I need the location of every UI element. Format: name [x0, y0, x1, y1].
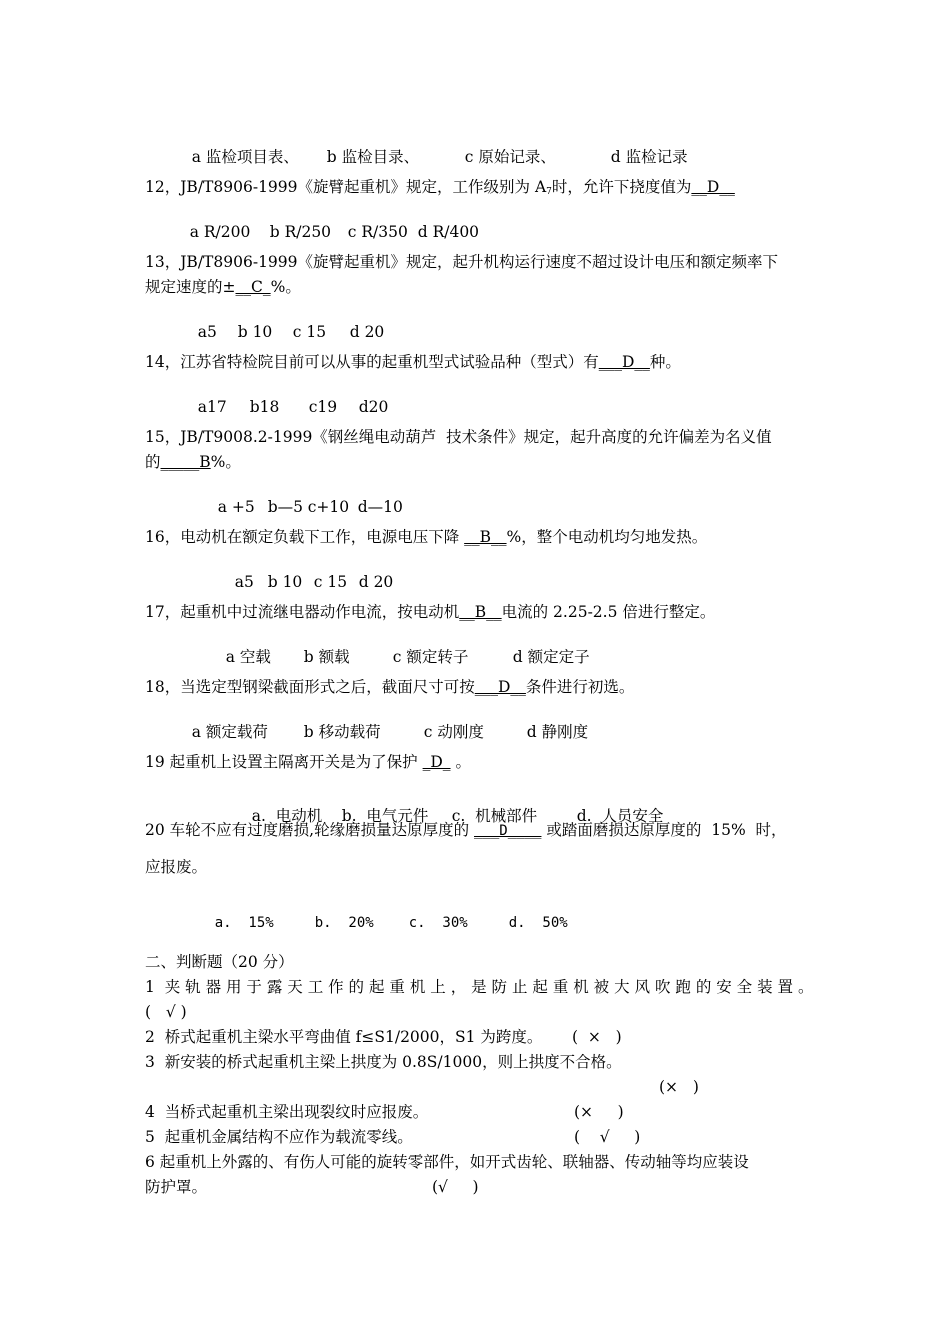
judge-3: 3 新安装的桥式起重机主梁上拱度为 0.8S/1000，则上拱度不合格。 — [145, 1053, 622, 1071]
q13-question-line1: 13，JB/T8906-1999《旋臂起重机》规定，起升机构运行速度不超过设计电压和额定频率下 — [145, 253, 779, 271]
judge-5: 5 起重机金属结构不应作为载流零线。 — [145, 1128, 413, 1146]
q17-options: a 空载 b 额载 c 额定转子 d 额定定子 — [225, 648, 590, 666]
q15-question-line2: 的_____B%。 — [145, 453, 241, 471]
q19-question: 19 起重机上设置主隔离开关是为了保护 _D_ 。 — [145, 753, 471, 771]
q18-answer: ___D__ — [474, 678, 526, 696]
q20-question-line2: 应报废。 — [145, 858, 208, 876]
q20-options: a. 15% b. 20% c. 30% d. 50% — [214, 915, 568, 931]
q19-answer: _D_ — [422, 753, 451, 771]
judge-5-mark: ( √ ) — [574, 1128, 641, 1146]
q13-question-line2: 规定速度的±__C_%。 — [145, 278, 301, 296]
q13-answer: __C_ — [235, 278, 271, 296]
q12-answer: __D__ — [691, 178, 735, 196]
q16-answer: __B__ — [464, 528, 507, 546]
q14-answer: ___D__ — [598, 353, 650, 371]
q20-question-line1: 20 车轮不应有过度磨损,轮缘磨损量达原厚度的 ___D____ 或踏面磨损达原厚度的 15% 时， — [145, 821, 787, 839]
q18-options: a 额定载荷 b 移动载荷 c 动刚度 d 静刚度 — [191, 723, 589, 741]
q11-option-c: c 原始记录、 — [464, 148, 556, 166]
judge-6-line2: 防护罩。 — [145, 1178, 208, 1196]
q15-question-line1: 15，JB/T9008.2-1999《钢丝绳电动葫芦 技术条件》规定，起升高度的允许偏差为名义值 — [145, 428, 772, 446]
q15-options: a +5 b—5 c+10 d—10 — [217, 498, 403, 516]
judge-1-mark: ( √ ) — [145, 1003, 187, 1021]
q16-options: a5 b 10 c 15 d 20 — [234, 573, 394, 591]
section2-title: 二、判断题（20 分） — [145, 953, 294, 971]
q11-option-b: b 监检目录、 — [326, 148, 420, 166]
judge-1-line1: 1 夹 轨 器 用 于 露 天 工 作 的 起 重 机 上 ， 是 防 止 起 重 机 被 大 风 吹 跑 的 安 全 装 置 。 — [145, 978, 814, 996]
q14-options: a17 b18 c19 d20 — [197, 398, 389, 416]
q16-question: 16，电动机在额定负载下工作，电源电压下降 __B__%，整个电动机均匀地发热。 — [145, 528, 708, 546]
q12-options: a R/200 b R/250 c R/350 d R/400 — [189, 223, 480, 241]
judge-2: 2 桥式起重机主梁水平弯曲值 f≤S1/2000，S1 为跨度。 ( × ) — [145, 1028, 622, 1046]
q17-answer: __B__ — [459, 603, 502, 621]
q13-options: a5 b 10 c 15 d 20 — [197, 323, 385, 341]
q18-question: 18，当选定型钢梁截面形式之后，截面尺寸可按___D__条件进行初选。 — [145, 678, 635, 696]
q17-question: 17，起重机中过流继电器动作电流，按电动机__B__电流的 2.25-2.5 倍进行整定。 — [145, 603, 716, 621]
judge-6-line1: 6 起重机上外露的、有伤人可能的旋转零部件，如开式齿轮、联轴器、传动轴等均应装设 — [145, 1153, 749, 1171]
q12-question: 12，JB/T8906-1999《旋臂起重机》规定，工作级别为 $A_7$时，允许下挠度值为__D__ — [145, 178, 735, 197]
q20-answer: ___D____ — [474, 823, 542, 839]
judge-6-mark: (√ ) — [432, 1178, 479, 1196]
judge-4: 4 当桥式起重机主梁出现裂纹时应报废。 — [145, 1103, 429, 1121]
q19-options: a. 电动机 b. 电气元件 c. 机械部件 d. 人员安全 — [251, 807, 664, 825]
q14-question: 14，江苏省特检院目前可以从事的起重机型式试验品种（型式）有___D__种。 — [145, 353, 681, 371]
judge-4-mark: (× ) — [574, 1103, 624, 1121]
judge-3-mark: (× ) — [659, 1078, 699, 1096]
q11-option-a: a 监检项目表、 — [191, 148, 299, 166]
q15-answer: _____B — [160, 453, 211, 471]
q11-option-d: d 监检记录 — [610, 148, 688, 166]
